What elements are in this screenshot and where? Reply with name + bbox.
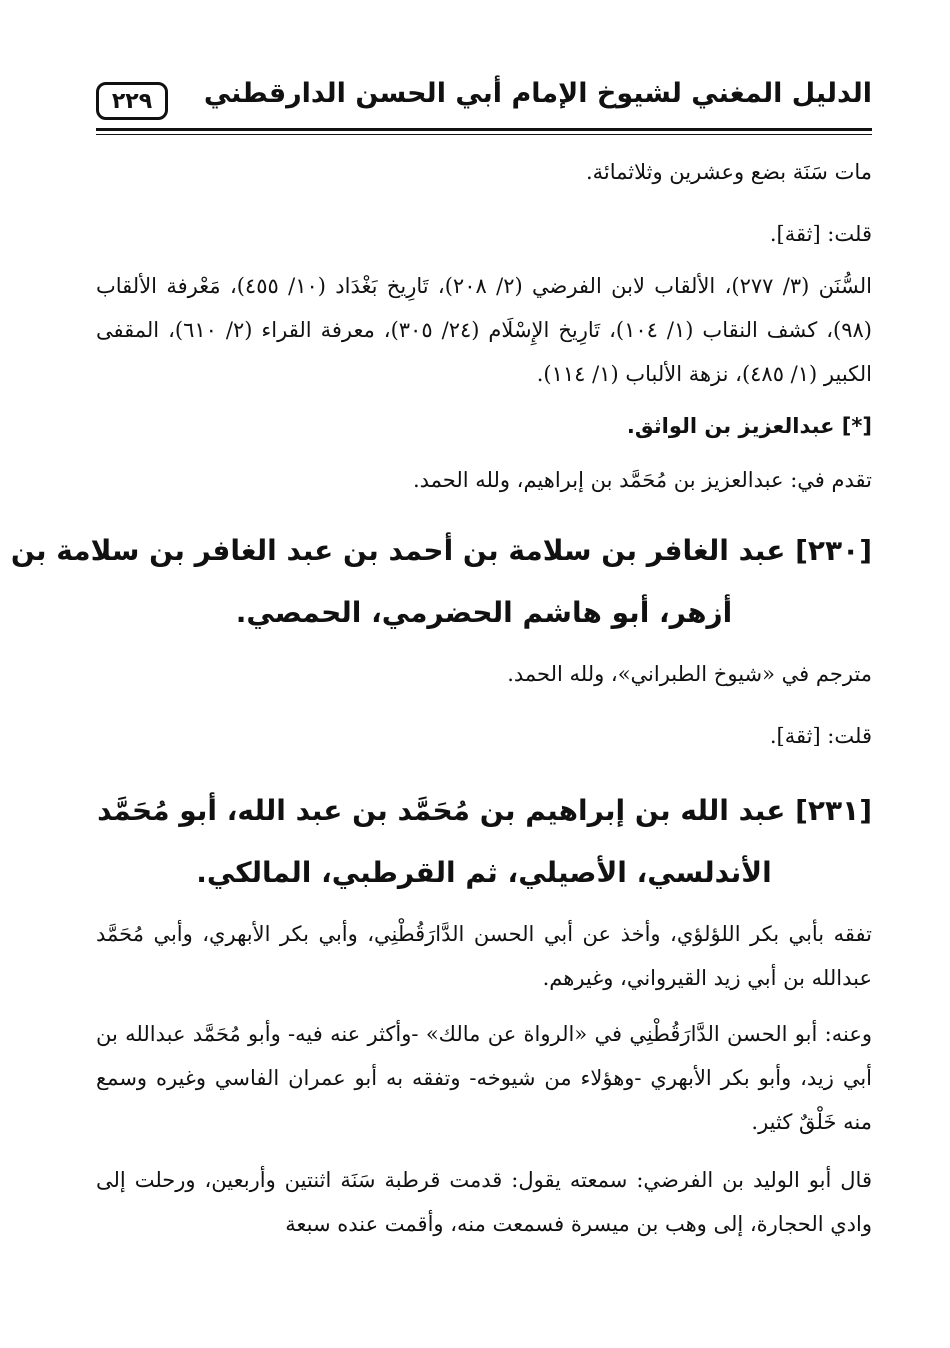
entry-heading-231 [96,780,872,904]
paragraph-cross-ref-entry: [*] عبدالعزيز بن الواثق. [626,414,872,438]
paragraph-quote: قال أبو الوليد بن الفرضي: سمعته يقول: قدمت قرطبة سَنَة اثنتين وأربعين، ورحلت إلى وادي الحجارة، إلى وهب بن ميسرة فسمعت منه، وأقمت عنده سبعة [96,1168,872,1236]
paragraph-students: وعنه: أبو الحسن الدَّارَقُطْنِي في «الرواة عن مالك» -وأكثر عنه فيه- وأبو مُحَمَّد عبدالله بن أبي زيد، وأبو بكر الأبهري -وهؤلاء من شيوخه- وتفقه به أبو عمران الفاسي وغيره وسمع منه خَلْقٌ كثير. [96,1022,872,1134]
entry-231-line-2: الأندلسي، الأصيلي، ثم القرطبي، المالكي. [196,856,772,889]
entry-230-line-1: [٢٣٠] عبد الغافر بن سلامة بن أحمد بن عبد الغافر بن سلامة بن [10,534,872,567]
paragraph-death-date: مات سَنَة بضع وعشرين وثلاثمائة. [585,160,872,184]
header-rule [96,128,872,131]
entry-230-line-2: أزهر، أبو هاشم الحضرمي، الحمصي. [235,596,733,629]
paragraph-teachers: تفقه بأبي بكر اللؤلؤي، وأخذ عن أبي الحسن الدَّارَقُطْنِي، وأبي بكر الأبهري، وأبي مُحَمَّد عبدالله بن أبي زيد القيرواني، وغيرهم. [96,922,872,990]
page-number: ٢٢٩ [96,82,168,120]
entry-231-line-1: [٢٣١] عبد الله بن إبراهيم بن مُحَمَّد بن عبد الله، أبو مُحَمَّد [97,794,872,827]
paragraph-sources: السُّنَن (٣/ ٢٧٧)، الألقاب لابن الفرضي (٢/ ٢٠٨)، تَارِيخ بَغْدَاد (١٠/ ٤٥٥)، مَعْرفة الألقاب (٩٨)، كشف النقاب (١/ ١٠٤)، تَارِيخ الإِسْلَام (٢٤/ ٣٠٥)، معرفة القراء (٢/ ٦١٠)، المقفى الكبير (١/ ٤٨٥)، نزهة الألباب (١/ ١١٤). [96,274,872,386]
running-title: الدليل المغني لشيوخ الإمام أبي الحسن الدارقطني [203,78,872,109]
header-rule-thin [96,134,872,135]
entry-heading-230 [10,520,872,644]
paragraph-translated-in: مترجم في «شيوخ الطبراني»، ولله الحمد. [507,662,872,686]
paragraph-cross-ref-note: تقدم في: عبدالعزيز بن مُحَمَّد بن إبراهيم، ولله الحمد. [412,468,872,492]
paragraph-verdict-1: قلت: [ثقة]. [769,222,872,246]
paragraph-verdict-2: قلت: [ثقة]. [769,724,872,748]
